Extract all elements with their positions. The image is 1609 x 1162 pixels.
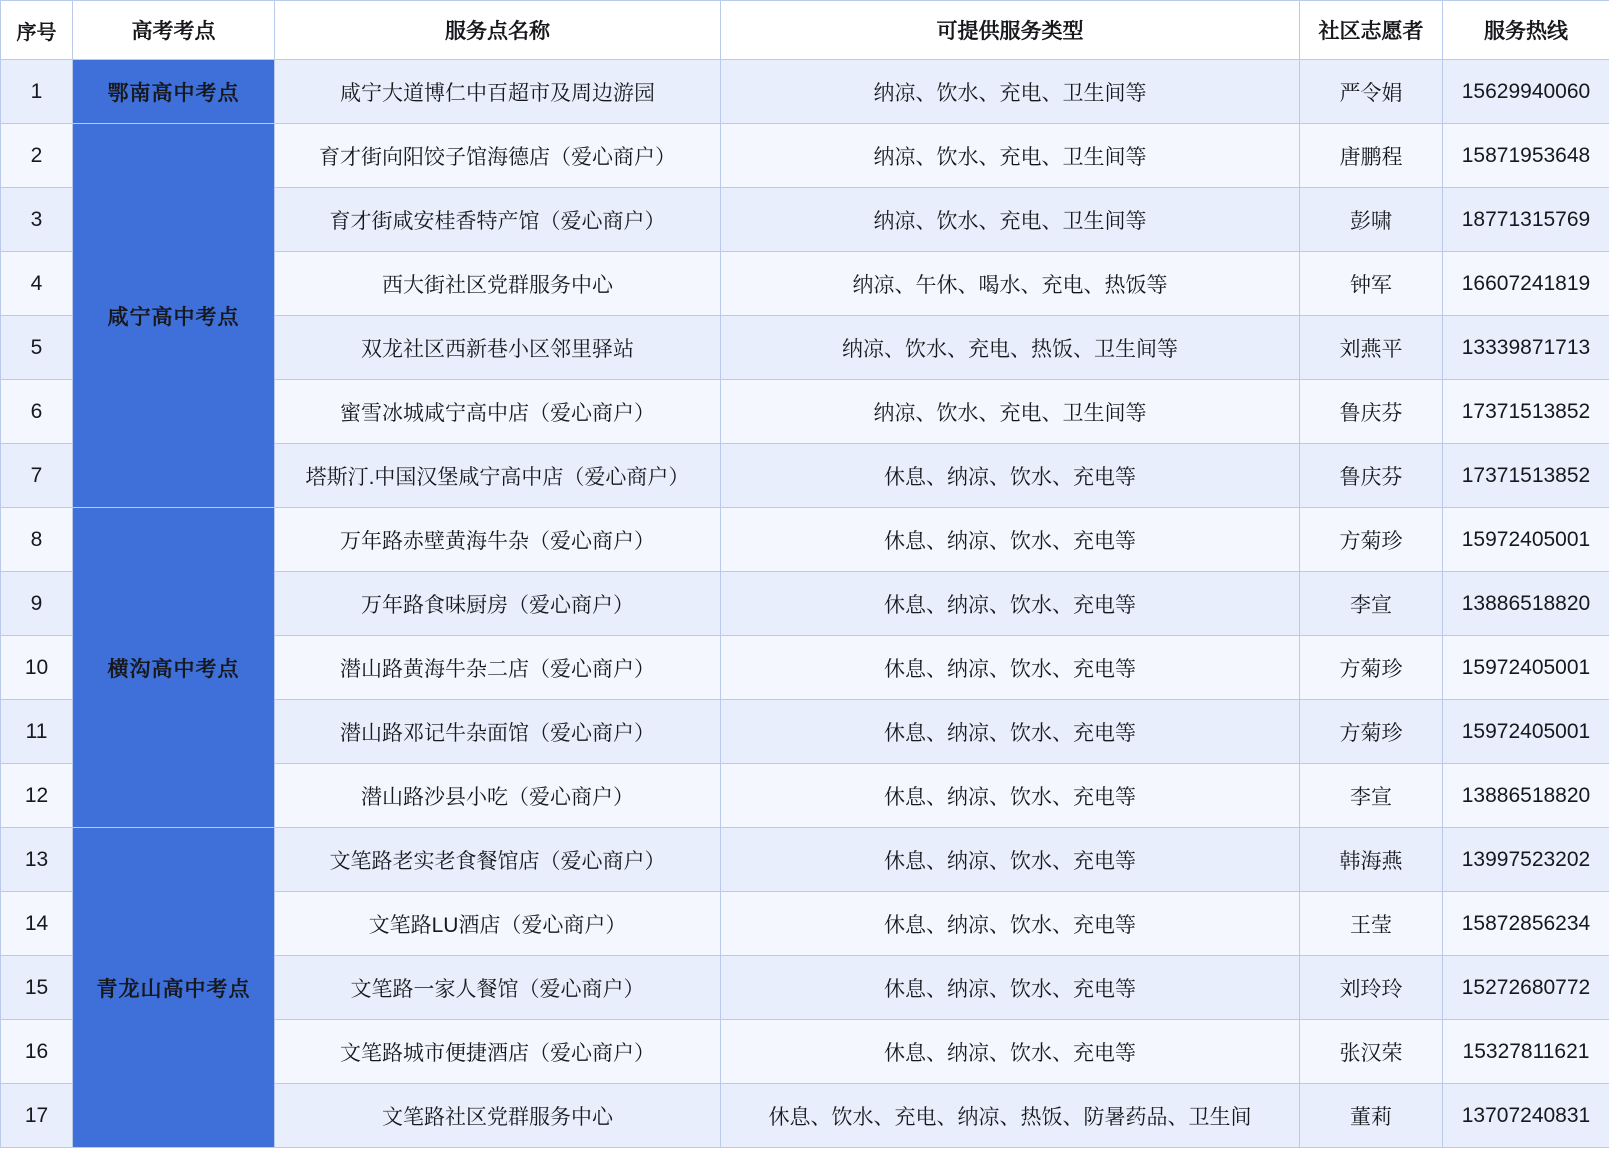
service-hotline: 13997523202 [1443, 828, 1609, 892]
service-point-name: 潜山路沙县小吃（爱心商户） [275, 764, 721, 828]
service-hotline: 15972405001 [1443, 508, 1609, 572]
service-types: 纳凉、饮水、充电、卫生间等 [721, 380, 1300, 444]
community-volunteer: 张汉荣 [1300, 1020, 1443, 1084]
community-volunteer: 李宣 [1300, 764, 1443, 828]
service-types: 纳凉、午休、喝水、充电、热饭等 [721, 252, 1300, 316]
service-hotline: 13886518820 [1443, 764, 1609, 828]
community-volunteer: 方菊珍 [1300, 700, 1443, 764]
service-point-name: 万年路赤壁黄海牛杂（爱心商户） [275, 508, 721, 572]
service-types: 纳凉、饮水、充电、卫生间等 [721, 124, 1300, 188]
service-hotline: 15972405001 [1443, 636, 1609, 700]
service-hotline: 17371513852 [1443, 444, 1609, 508]
service-point-name: 潜山路黄海牛杂二店（爱心商户） [275, 636, 721, 700]
table-header [1, 1, 1609, 60]
service-types: 休息、纳凉、饮水、充电等 [721, 508, 1300, 572]
community-volunteer: 彭啸 [1300, 188, 1443, 252]
community-volunteer: 方菊珍 [1300, 636, 1443, 700]
table-row [1, 508, 1609, 572]
exam-site-group-label: 鄂南高中考点 [73, 60, 275, 124]
service-types: 休息、纳凉、饮水、充电等 [721, 636, 1300, 700]
row-index: 14 [1, 892, 73, 956]
service-types: 休息、纳凉、饮水、充电等 [721, 572, 1300, 636]
exam-site-group-label: 横沟高中考点 [73, 508, 275, 828]
community-volunteer: 钟军 [1300, 252, 1443, 316]
service-types: 休息、饮水、充电、纳凉、热饭、防暑药品、卫生间 [721, 1084, 1300, 1148]
row-index: 17 [1, 1084, 73, 1148]
community-volunteer: 鲁庆芬 [1300, 380, 1443, 444]
exam-site-group-label: 咸宁高中考点 [73, 124, 275, 508]
service-types: 纳凉、饮水、充电、热饭、卫生间等 [721, 316, 1300, 380]
service-point-name: 文笔路社区党群服务中心 [275, 1084, 721, 1148]
service-point-name: 双龙社区西新巷小区邻里驿站 [275, 316, 721, 380]
service-point-name: 文笔路城市便捷酒店（爱心商户） [275, 1020, 721, 1084]
service-point-name: 潜山路邓记牛杂面馆（爱心商户） [275, 700, 721, 764]
service-types: 休息、纳凉、饮水、充电等 [721, 892, 1300, 956]
table-row [1, 60, 1609, 124]
service-types: 休息、纳凉、饮水、充电等 [721, 828, 1300, 892]
community-volunteer: 唐鹏程 [1300, 124, 1443, 188]
service-point-name: 育才街咸安桂香特产馆（爱心商户） [275, 188, 721, 252]
service-types: 休息、纳凉、饮水、充电等 [721, 1020, 1300, 1084]
row-index: 10 [1, 636, 73, 700]
service-point-name: 蜜雪冰城咸宁高中店（爱心商户） [275, 380, 721, 444]
service-hotline: 15272680772 [1443, 956, 1609, 1020]
row-index: 16 [1, 1020, 73, 1084]
service-types: 纳凉、饮水、充电、卫生间等 [721, 60, 1300, 124]
exam-site-group-label: 青龙山高中考点 [73, 828, 275, 1148]
community-volunteer: 韩海燕 [1300, 828, 1443, 892]
column-header-hotline: 服务热线 [1443, 1, 1609, 60]
service-types: 休息、纳凉、饮水、充电等 [721, 444, 1300, 508]
row-index: 9 [1, 572, 73, 636]
service-point-name: 咸宁大道博仁中百超市及周边游园 [275, 60, 721, 124]
service-hotline: 13886518820 [1443, 572, 1609, 636]
community-volunteer: 李宣 [1300, 572, 1443, 636]
service-types: 纳凉、饮水、充电、卫生间等 [721, 188, 1300, 252]
service-hotline: 15327811621 [1443, 1020, 1609, 1084]
service-point-name: 育才街向阳饺子馆海德店（爱心商户） [275, 124, 721, 188]
service-hotline: 15872856234 [1443, 892, 1609, 956]
service-point-name: 文笔路一家人餐馆（爱心商户） [275, 956, 721, 1020]
service-hotline: 16607241819 [1443, 252, 1609, 316]
service-point-name: 文笔路老实老食餐馆店（爱心商户） [275, 828, 721, 892]
row-index: 8 [1, 508, 73, 572]
row-index: 7 [1, 444, 73, 508]
row-index: 3 [1, 188, 73, 252]
row-index: 2 [1, 124, 73, 188]
service-hotline: 15629940060 [1443, 60, 1609, 124]
community-volunteer: 严令娟 [1300, 60, 1443, 124]
row-index: 12 [1, 764, 73, 828]
service-hotline: 18771315769 [1443, 188, 1609, 252]
row-index: 1 [1, 60, 73, 124]
service-hotline: 13707240831 [1443, 1084, 1609, 1148]
service-types: 休息、纳凉、饮水、充电等 [721, 700, 1300, 764]
service-hotline: 15871953648 [1443, 124, 1609, 188]
community-volunteer: 刘玲玲 [1300, 956, 1443, 1020]
service-hotline: 15972405001 [1443, 700, 1609, 764]
column-header-index: 序号 [1, 1, 73, 60]
service-hotline: 17371513852 [1443, 380, 1609, 444]
community-volunteer: 方菊珍 [1300, 508, 1443, 572]
column-header-volunteer: 社区志愿者 [1300, 1, 1443, 60]
service-point-name: 万年路食味厨房（爱心商户） [275, 572, 721, 636]
community-volunteer: 董莉 [1300, 1084, 1443, 1148]
row-index: 15 [1, 956, 73, 1020]
table-row [1, 124, 1609, 188]
header-row [1, 1, 1609, 60]
column-header-type: 可提供服务类型 [721, 1, 1300, 60]
row-index: 13 [1, 828, 73, 892]
community-volunteer: 王莹 [1300, 892, 1443, 956]
table-body [1, 60, 1609, 1148]
service-types: 休息、纳凉、饮水、充电等 [721, 956, 1300, 1020]
table-row [1, 828, 1609, 892]
column-header-name: 服务点名称 [275, 1, 721, 60]
row-index: 11 [1, 700, 73, 764]
community-volunteer: 刘燕平 [1300, 316, 1443, 380]
community-volunteer: 鲁庆芬 [1300, 444, 1443, 508]
row-index: 6 [1, 380, 73, 444]
service-hotline: 13339871713 [1443, 316, 1609, 380]
service-types: 休息、纳凉、饮水、充电等 [721, 764, 1300, 828]
service-point-name: 塔斯汀.中国汉堡咸宁高中店（爱心商户） [275, 444, 721, 508]
row-index: 5 [1, 316, 73, 380]
service-point-name: 文笔路LU酒店（爱心商户） [275, 892, 721, 956]
column-header-site: 高考考点 [73, 1, 275, 60]
service-point-name: 西大街社区党群服务中心 [275, 252, 721, 316]
row-index: 4 [1, 252, 73, 316]
